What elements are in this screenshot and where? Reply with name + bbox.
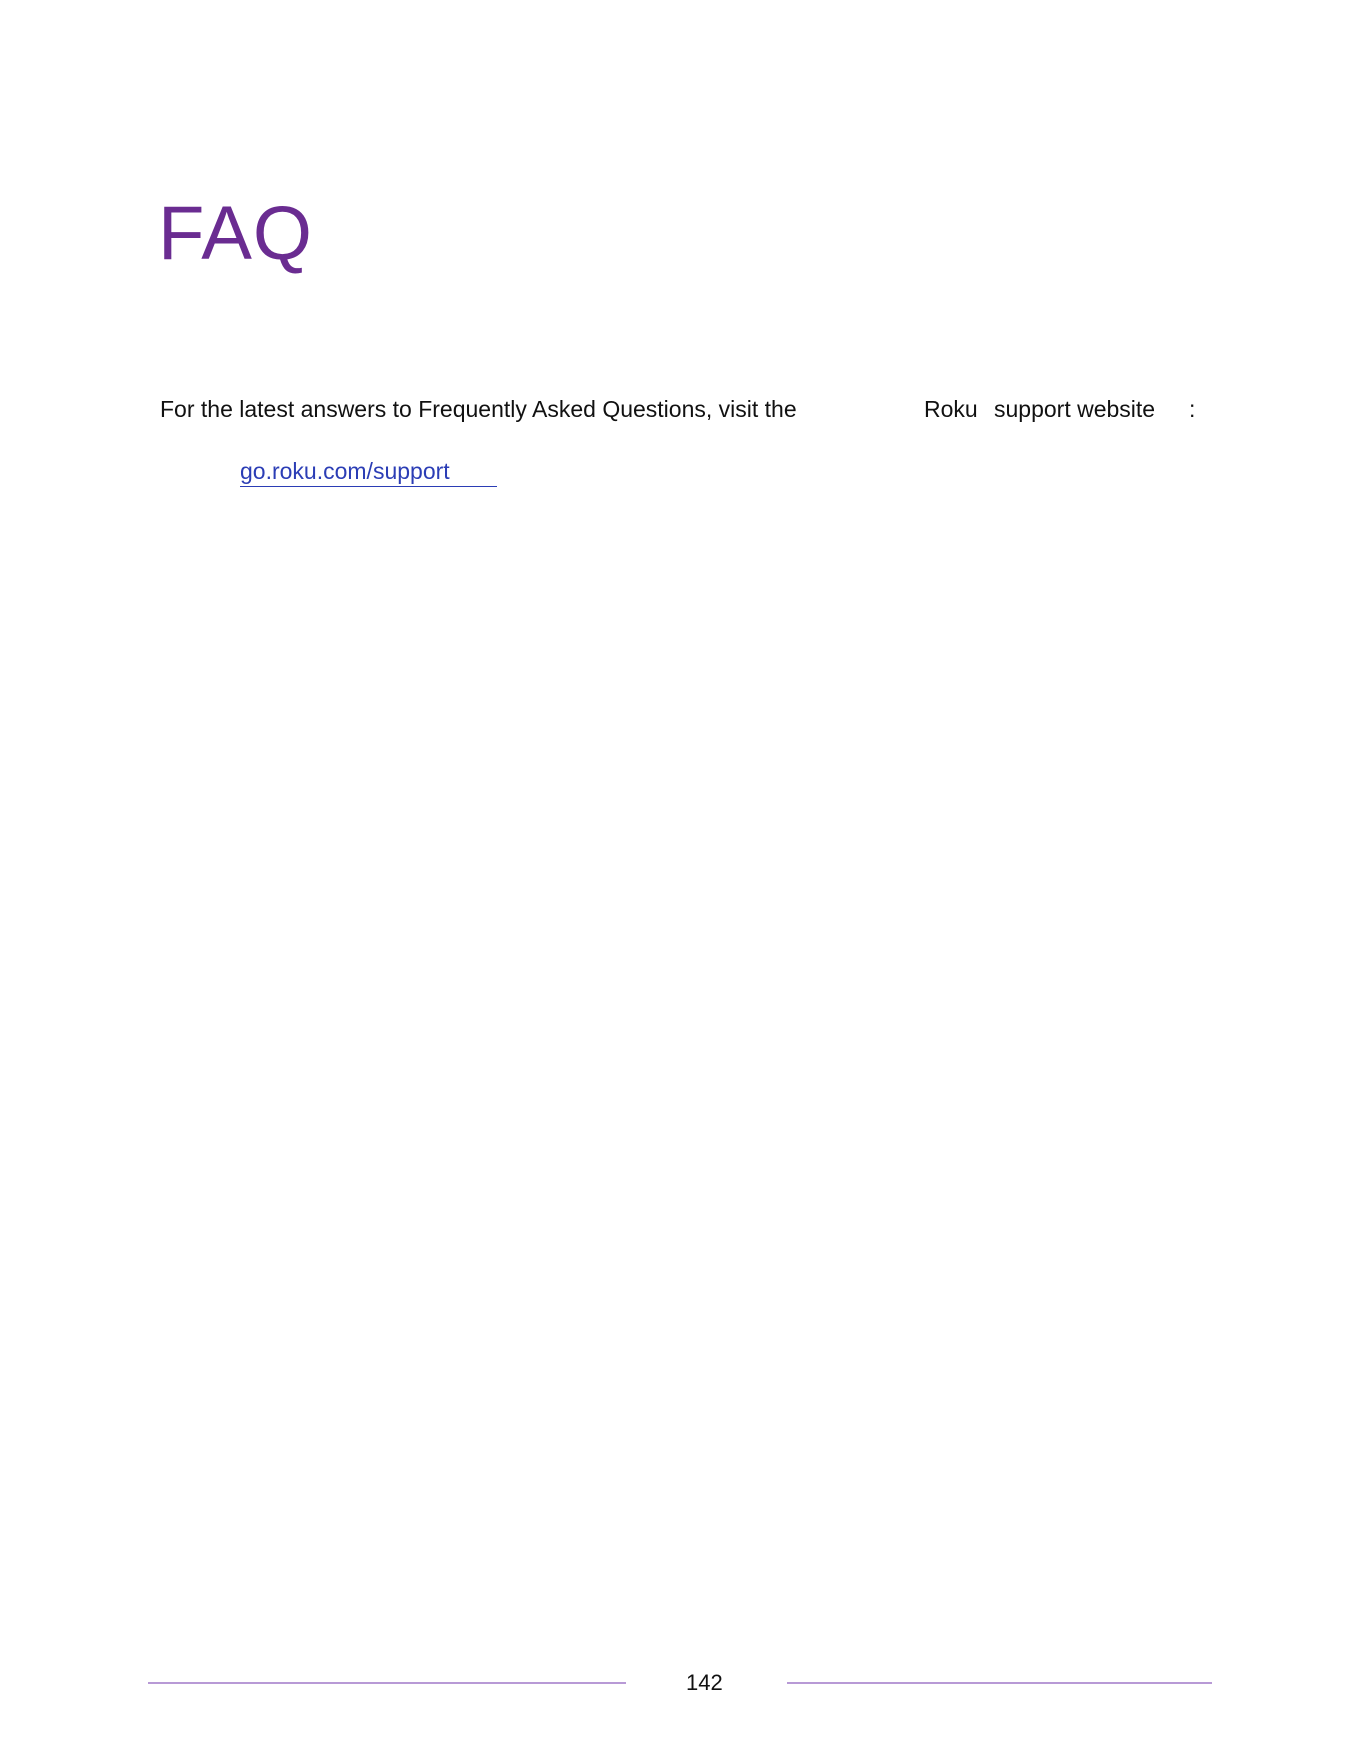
support-link[interactable]: go.roku.com/support [240,460,497,487]
intro-text: For the latest answers to Frequently Asked Questions, visit the [160,396,797,422]
page-title: FAQ [158,191,314,276]
intro-colon: : [1189,396,1196,422]
intro-brand-text: Roku [924,396,978,422]
intro-site-text: support website [994,396,1156,422]
page-number: 142 [686,1670,723,1695]
footer-divider-left [148,1682,626,1684]
footer-divider-right [787,1682,1212,1684]
